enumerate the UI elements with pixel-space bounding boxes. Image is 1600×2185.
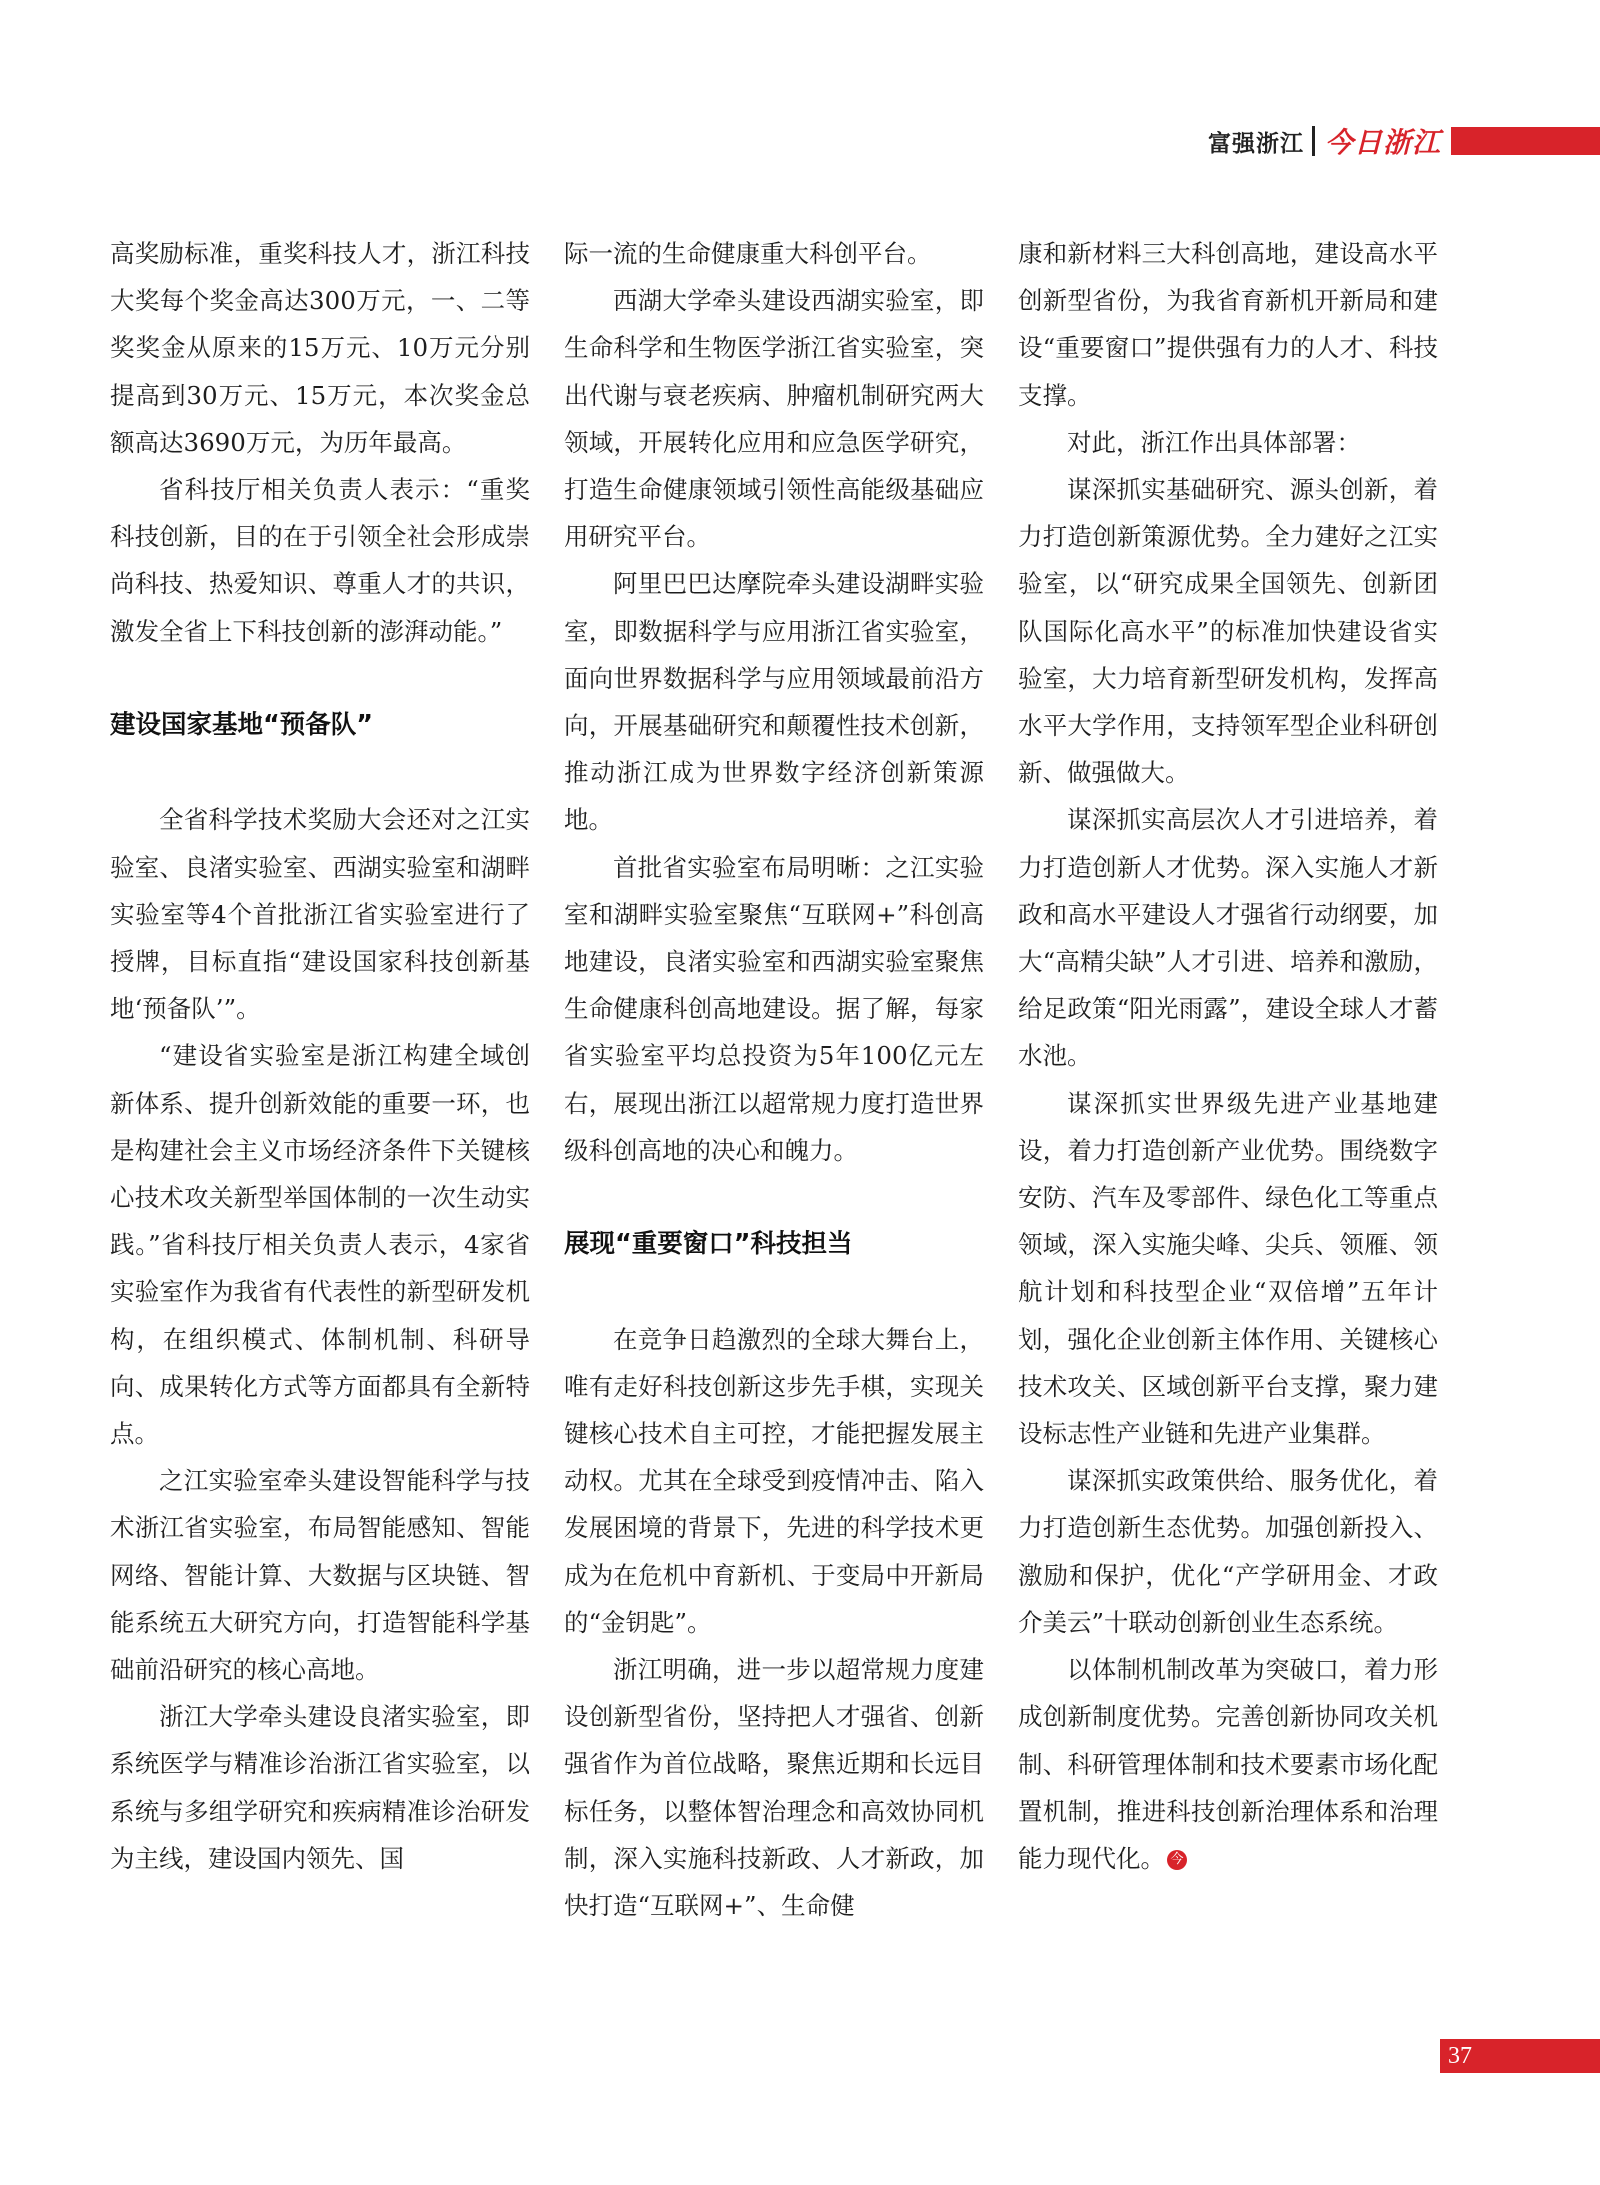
magazine-logo: 今日浙江 bbox=[1325, 126, 1442, 159]
spacer bbox=[110, 749, 530, 796]
spacer bbox=[564, 1268, 984, 1315]
paragraph: 在竞争日趋激烈的全球大舞台上，唯有走好科技创新这步先手棋，实现关键核心技术自主可控，才能把握发展主动权。尤其在全球受到疫情冲击、陷入发展困境的背景下，先进的科学技术更成为在危机中育新机、于变局中开新局的“金钥匙”。 bbox=[564, 1324, 984, 1637]
page-number: 37 bbox=[1448, 2043, 1472, 2069]
header-red-bar bbox=[1451, 127, 1600, 155]
section-heading: 展现“重要窗口”科技担当 bbox=[564, 1229, 853, 1260]
paragraph: 全省科学技术奖励大会还对之江实验室、良渚实验室、西湖实验室和湖畔实验室等4个首批浙江省实验室进行了授牌，目标直指“建设国家科技创新基地‘预备队’”。 bbox=[110, 805, 530, 1024]
paragraph: 浙江明确，进一步以超常规力度建设创新型省份，坚持把人才强省、创新强省作为首位战略，聚焦近期和长远目标任务，以整体智治理念和高效协同机制，深入实施科技新政、人才新政，加快打造“互联网+”、生命健 bbox=[564, 1655, 984, 1921]
article-column-2 bbox=[564, 230, 984, 1929]
paragraph-last bbox=[1018, 1646, 1438, 1882]
paragraph: 首批省实验室布局明晰：之江实验室和湖畔实验室聚焦“互联网+”科创高地建设，良渚实验室和西湖实验室聚焦生命健康科创高地建设。据了解，每家省实验室平均总投资为5年100亿元左右，展现出浙江以超常规力度打造世界级科创高地的决心和魄力。 bbox=[564, 852, 984, 1165]
end-mark-icon: 今 bbox=[1167, 1850, 1187, 1870]
article-column-3 bbox=[1018, 230, 1438, 1882]
paragraph: 对此，浙江作出具体部署： bbox=[1067, 427, 1361, 457]
spacer bbox=[110, 655, 530, 702]
header-divider bbox=[1312, 126, 1315, 156]
paragraph: 谋深抓实基础研究、源头创新，着力打造创新策源优势。全力建好之江实验室，以“研究成果全国领先、创新团队国际化高水平”的标准加快建设省实验室，大力培育新型研发机构，发挥高水平大学作用，支持领军型企业科研创新、做强做大。 bbox=[1018, 475, 1438, 788]
paragraph: 谋深抓实世界级先进产业基地建设，着力打造创新产业优势。围绕数字安防、汽车及零部件、绿色化工等重点领域，深入实施尖峰、尖兵、领雁、领航计划和科技型企业“双倍增”五年计划，强化企业创新主体作用、关键核心技术攻关、区域创新平台支撑，聚力建设标志性产业链和先进产业集群。 bbox=[1018, 1088, 1438, 1449]
paragraph: 省科技厅相关负责人表示：“重奖科技创新，目的在于引领全社会形成崇尚科技、热爱知识、尊重人才的共识，激发全省上下科技创新的澎湃动能。” bbox=[110, 475, 530, 646]
article-column-1 bbox=[110, 230, 530, 1882]
paragraph: “建设省实验室是浙江构建全域创新体系、提升创新效能的重要一环，也是构建社会主义市场经济条件下关键核心技术攻关新型举国体制的一次生动实践。”省科技厅相关负责人表示，4家省实验室作为我省有代表性的新型研发机构，在组织模式、体制机制、科研导向、成果转化方式等方面都具有全新特点。 bbox=[110, 1041, 530, 1449]
section-title: 富强浙江 bbox=[1208, 130, 1304, 157]
paragraph: 浙江大学牵头建设良渚实验室，即系统医学与精准诊治浙江省实验室，以系统与多组学研究和疾病精准诊治研发为主线，建设国内领先、国 bbox=[110, 1702, 530, 1873]
paragraph: 之江实验室牵头建设智能科学与技术浙江省实验室，布局智能感知、智能网络、智能计算、大数据与区块链、智能系统五大研究方向，打造智能科学基础前沿研究的核心高地。 bbox=[110, 1466, 530, 1685]
paragraph: 谋深抓实高层次人才引进培养，着力打造创新人才优势。深入实施人才新政和高水平建设人才强省行动纲要，加大“高精尖缺”人才引进、培养和激励，给足政策“阳光雨露”，建设全球人才蓄水池。 bbox=[1018, 805, 1438, 1071]
section-heading: 建设国家基地“预备队” bbox=[110, 710, 374, 741]
paragraph: 高奖励标准，重奖科技人才，浙江科技大奖每个奖金高达300万元，一、二等奖奖金从原来的15万元、10万元分别提高到30万元、15万元，本次奖金总额高达3690万元，为历年最高。 bbox=[110, 239, 530, 457]
page-header bbox=[1180, 124, 1600, 158]
paragraph: 际一流的生命健康重大科创平台。 bbox=[564, 239, 932, 268]
paragraph: 西湖大学牵头建设西湖实验室，即生命科学和生物医学浙江省实验室，突出代谢与衰老疾病、肿瘤机制研究两大领域，开展转化应用和应急医学研究，打造生命健康领域引领性高能级基础应用研究平台。 bbox=[564, 286, 984, 552]
paragraph: 谋深抓实政策供给、服务优化，着力打造创新生态优势。加强创新投入、激励和保护，优化“产学研用金、才政介美云”十联动创新创业生态系统。 bbox=[1018, 1466, 1438, 1637]
spacer bbox=[564, 1174, 984, 1221]
paragraph: 康和新材料三大科创高地，建设高水平创新型省份，为我省育新机开新局和建设“重要窗口”提供强有力的人才、科技支撑。 bbox=[1018, 239, 1438, 410]
paragraph: 阿里巴巴达摩院牵头建设湖畔实验室，即数据科学与应用浙江省实验室，面向世界数据科学与应用领域最前沿方向，开展基础研究和颠覆性技术创新，推动浙江成为世界数字经济创新策源地。 bbox=[564, 569, 984, 835]
paragraph-text: 以体制机制改革为突破口，着力形成创新制度优势。完善创新协同攻关机制、科研管理体制和技术要素市场化配置机制，推进科技创新治理体系和治理能力现代化。 bbox=[1018, 1655, 1438, 1873]
